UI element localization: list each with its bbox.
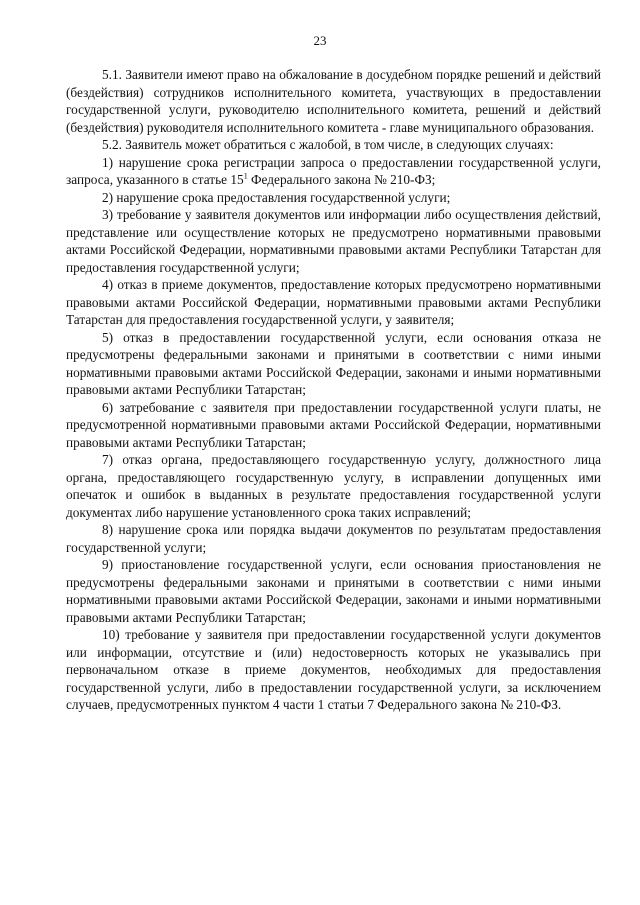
paragraph-5-1: 5.1. Заявители имеют право на обжалование в досудебном порядке решений и действий (бездействия) сотрудников исполнительного комитета, участвующих в предоставлении государственной услуги, руководителю исполнительного комитета, решений и действий (бездействия) руководителя исполнительного комитета - главе муниципального образования. (66, 67, 601, 135)
list-item-9: 9) приостановление государственной услуги, если основания приостановления не предусмотрены федеральными законами и принятыми в соответствии с ними иными нормативными правовыми актами Российской Федерации, законами и иными нормативными правовыми актами Республики Татарстан; (66, 557, 601, 625)
list-item-7: 7) отказ органа, предоставляющего государственную услугу, должностного лица органа, предоставляющего государственную услугу, в исправлении допущенных ими опечаток и ошибок в выданных в результате предоставления государственной услуги документах либо нарушение установленного срока таких исправлений; (66, 452, 601, 520)
list-item-1 (66, 154, 601, 189)
list-item-8: 8) нарушение срока или порядка выдачи документов по результатам предоставления государственной услуги; (66, 522, 601, 555)
list-item-10: 10) требование у заявителя при предоставлении государственной услуги документов или информации, отсутствие и (или) недостоверность которых не указывались при первоначальном отказе в приеме документов, необходимых для предоставления государственной услуги, либо в предоставлении государственной услуги, за исключением случаев, предусмотренных пунктом 4 части 1 статьи 7 Федерального закона № 210-ФЗ. (66, 627, 601, 712)
list-item-4: 4) отказ в приеме документов, предоставление которых предусмотрено нормативными правовыми актами Российской Федерации, нормативными правовыми актами Республики Татарстан для предоставления государственной услуги, у заявителя; (66, 277, 601, 327)
list-item-6: 6) затребование с заявителя при предоставлении государственной услуги платы, не предусмотренной нормативными правовыми актами Российской Федерации, нормативными правовыми актами Республики Татарстан; (66, 399, 601, 450)
list-item-5: 5) отказ в предоставлении государственной услуги, если основания отказа не предусмотрены федеральными законами и принятыми в соответствии с ними иными нормативными правовыми актами Российской Федерации, законами и иными нормативными правовыми актами Республики Татарстан; (66, 329, 601, 397)
list-item-3: 3) требование у заявителя документов или информации либо осуществления действий, представление или осуществление которых не предусмотрено нормативными правовыми актами Российской Федерации, нормативными правовыми актами Республики Татарстан для предоставления государственной услуги; (66, 207, 601, 275)
superscript-mark: 1 (243, 171, 248, 181)
list-item-1-text: 1) нарушение срока регистрации запроса о предоставлении государственной услуги, запроса, указанного в статье 15 (66, 154, 601, 187)
list-item-2: 2) нарушение срока предоставления государственной услуги; (102, 189, 451, 205)
paragraph-5-2: 5.2. Заявитель может обратиться с жалобой, в том числе, в следующих случаях: (102, 137, 554, 152)
page-number: 23 (313, 33, 327, 48)
list-item-1-tail: Федерального закона № 210-ФЗ; (247, 172, 436, 187)
document-body (66, 66, 601, 714)
